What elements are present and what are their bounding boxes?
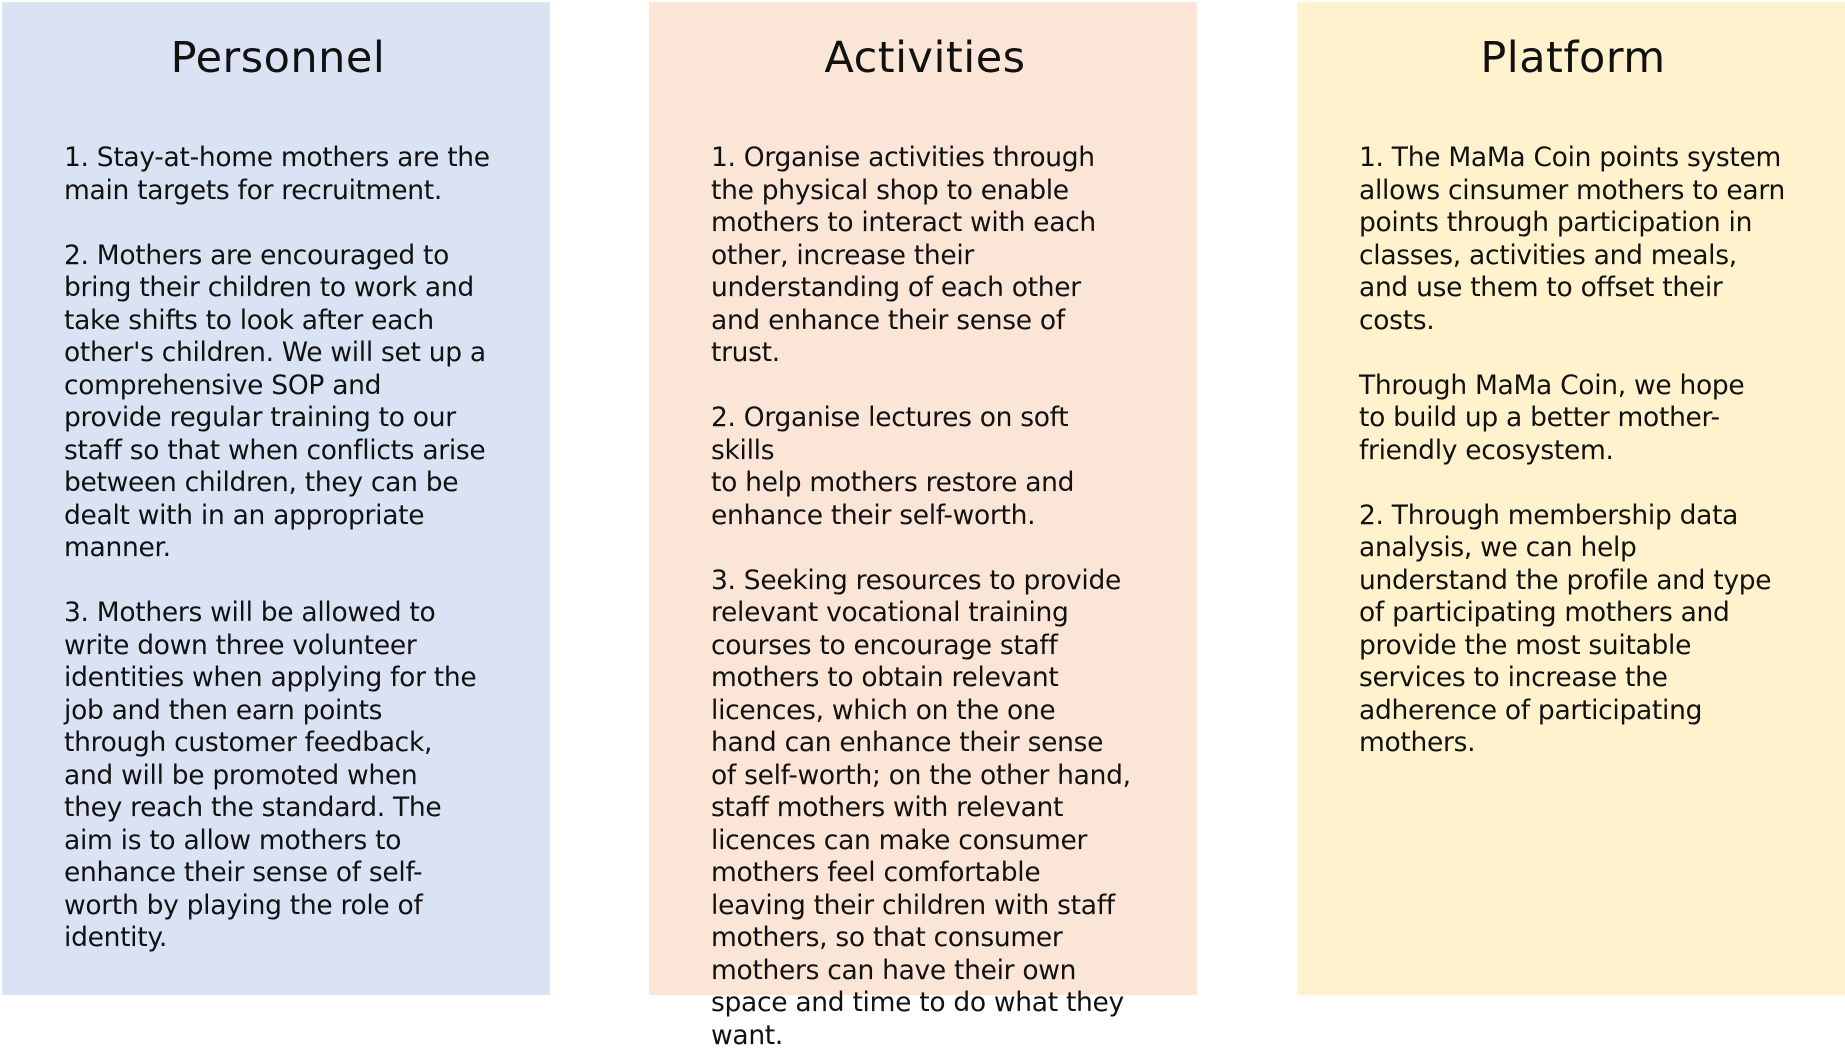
personnel-body xyxy=(64,142,492,955)
personnel-point-3: 3. Mothers will be allowed to write down three volunteer identities when applying for the job and then earn points through customer feedback, and will be promoted when they reach the standard. The aim is to allow mothers to enhance their sense of self- worth by playing the role of identity. xyxy=(64,597,492,955)
activities-point-3: 3. Seeking resources to provide relevant vocational training courses to encourage staff mothers to obtain relevant licences, which on the one hand can enhance their sense of self-worth; on the other hand, staff mothers with relevant licences can make consumer mothers feel comfortable leaving their children with staff mothers, so that consumer mothers can have their own space and time to do what they want. xyxy=(711,565,1139,1052)
platform-panel xyxy=(1297,2,1845,995)
personnel-title: Personnel xyxy=(64,30,492,86)
platform-mama-coin-note: Through MaMa Coin, we hope to build up a better mother- friendly ecosystem. xyxy=(1359,370,1787,468)
platform-body xyxy=(1359,142,1787,760)
activities-title: Activities xyxy=(711,30,1139,86)
personnel-point-2: 2. Mothers are encouraged to bring their children to work and take shifts to look after each other's children. We will set up a comprehensive SOP and provide regular training to our staff so that when conflicts arise between children, they can be dealt with in an appropriate manner. xyxy=(64,240,492,565)
activities-panel xyxy=(649,2,1197,995)
activities-body xyxy=(711,142,1139,1052)
personnel-point-1: 1. Stay-at-home mothers are the main targets for recruitment. xyxy=(64,142,492,207)
platform-point-2: 2. Through membership data analysis, we can help understand the profile and type of participating mothers and provide the most suitable services to increase the adherence of participating mothers. xyxy=(1359,500,1787,760)
platform-title: Platform xyxy=(1359,30,1787,86)
personnel-panel xyxy=(2,2,550,995)
activities-point-2: 2. Organise lectures on soft skills to help mothers restore and enhance their self-worth. xyxy=(711,402,1139,532)
activities-point-1: 1. Organise activities through the physical shop to enable mothers to interact with each other, increase their understanding of each other and enhance their sense of trust. xyxy=(711,142,1139,370)
platform-point-1: 1. The MaMa Coin points system allows cinsumer mothers to earn points through participation in classes, activities and meals, and use them to offset their costs. xyxy=(1359,142,1787,337)
